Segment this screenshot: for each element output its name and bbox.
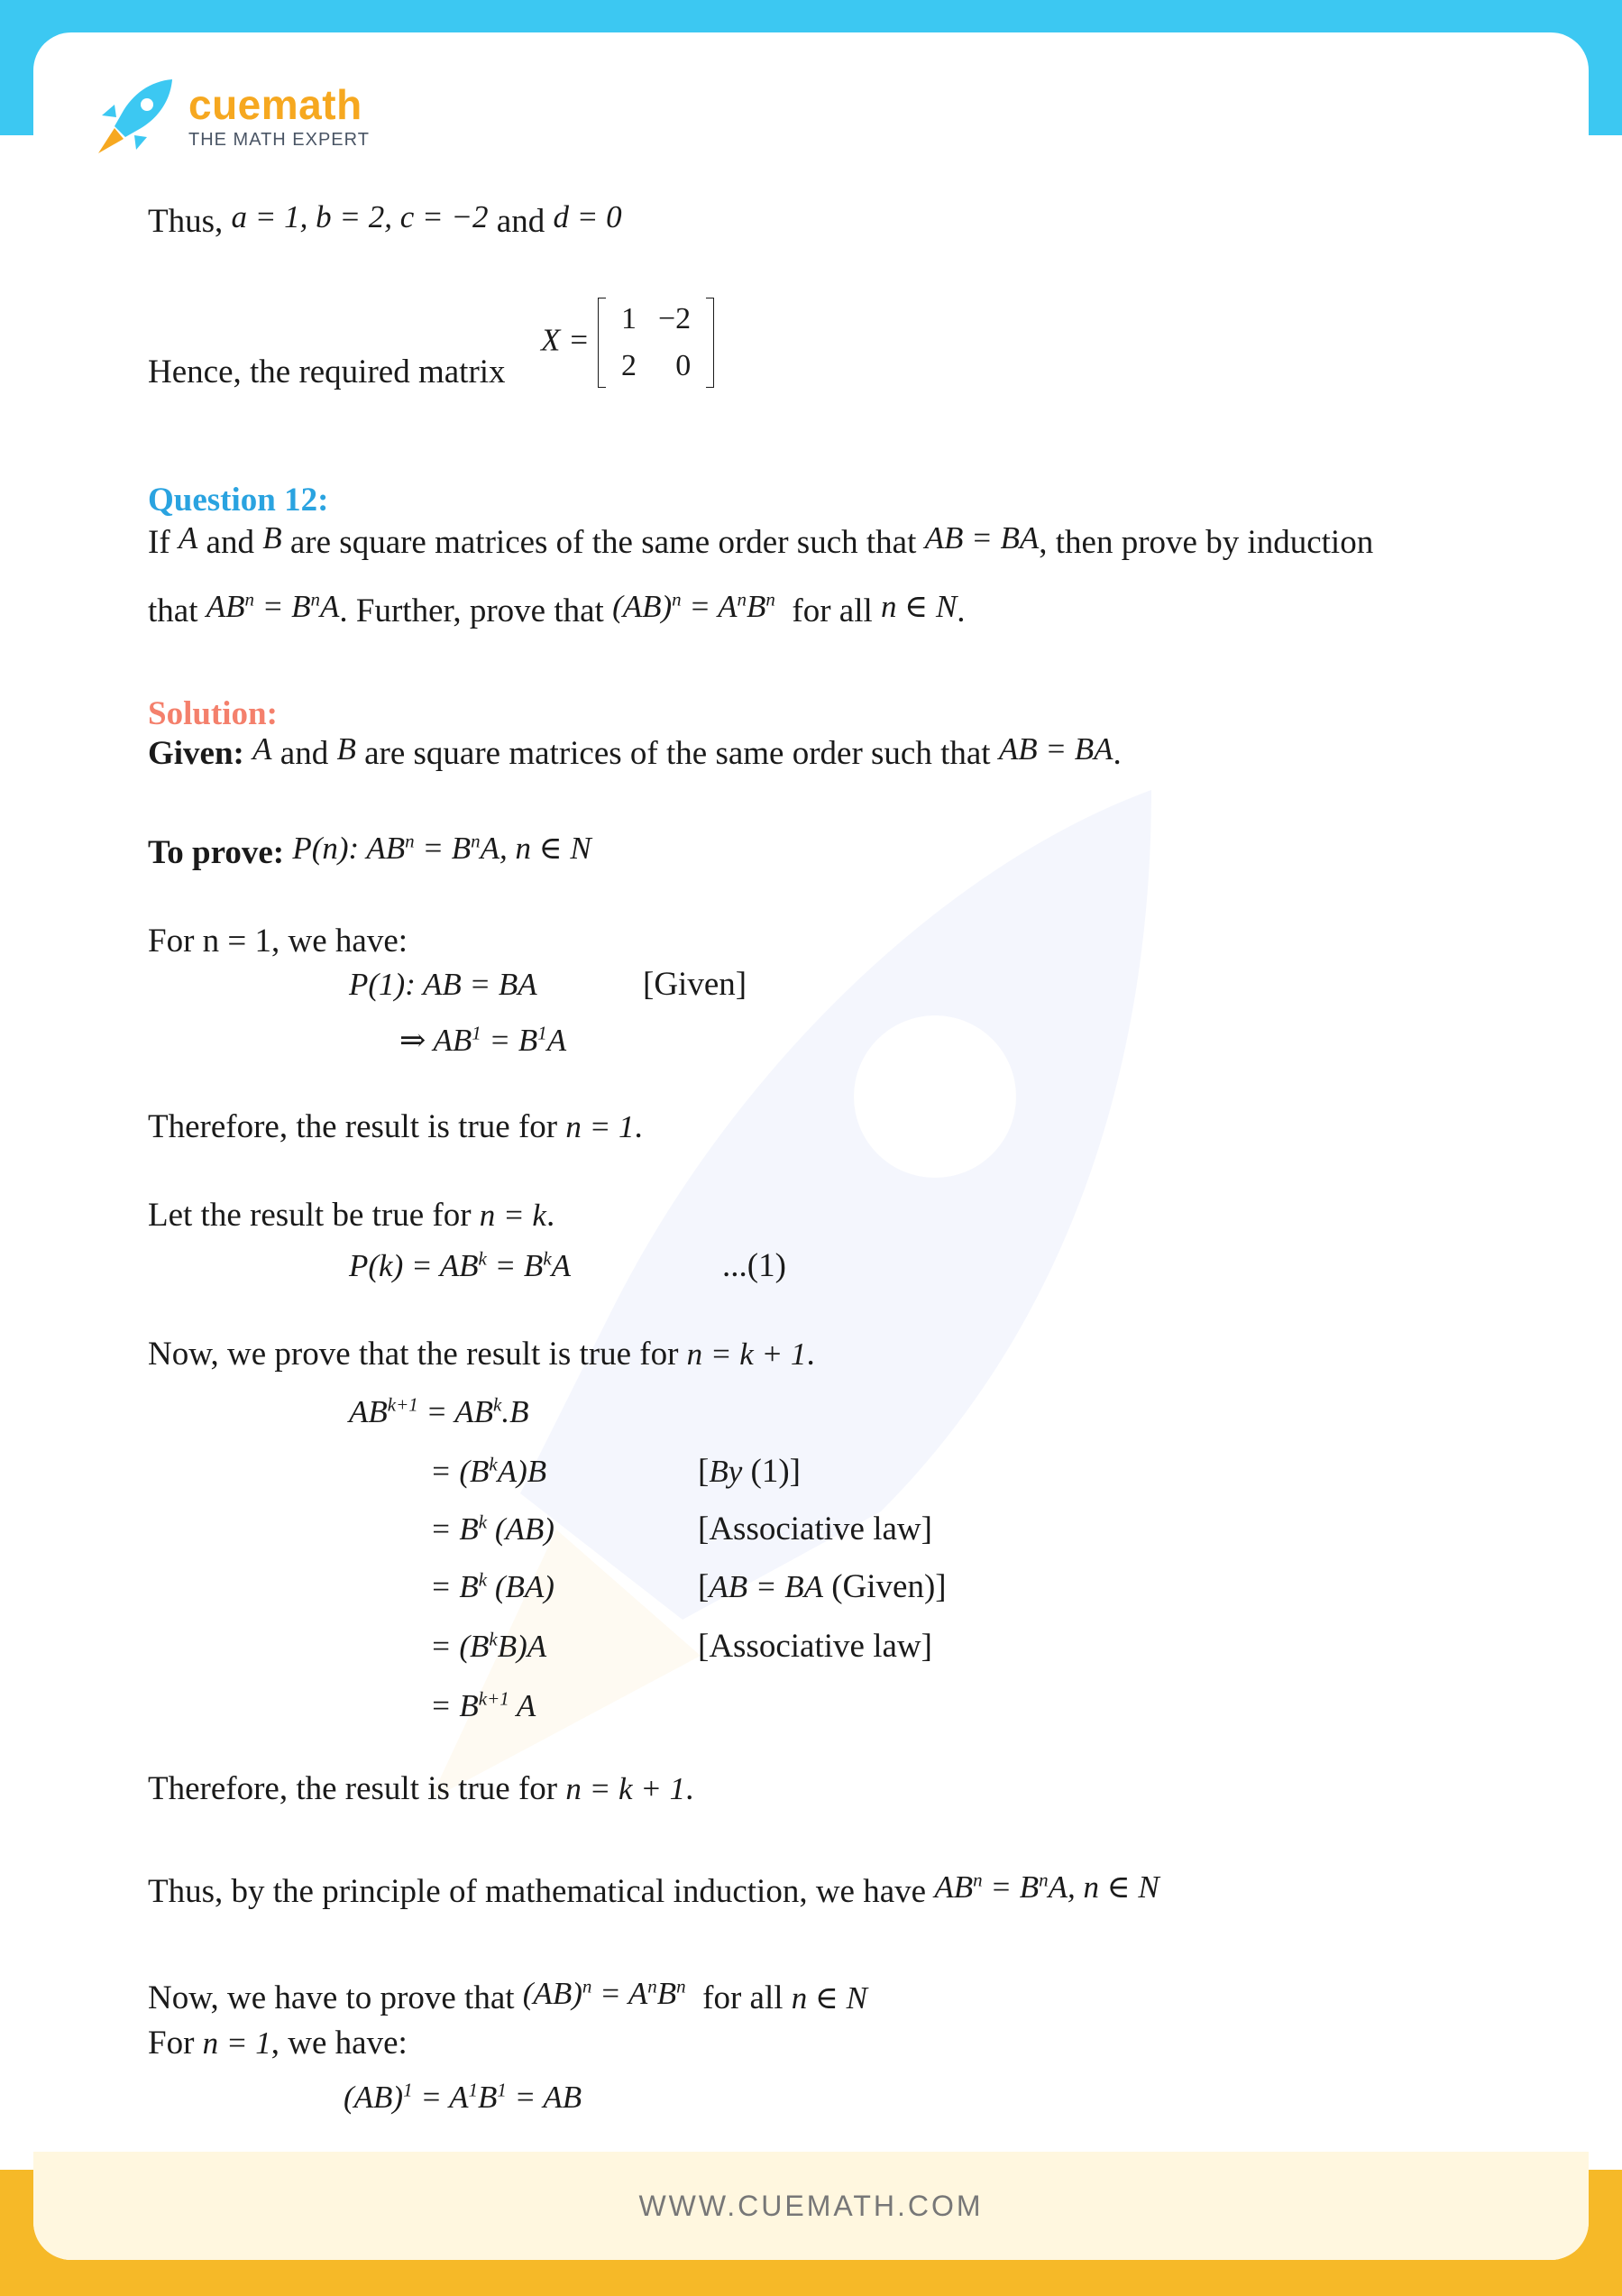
step-line-3: = $B^k$ (BA) (430, 1568, 554, 1604)
p1-equation: P(1): AB = BA (349, 967, 537, 1002)
brand-name: cuemath (188, 80, 362, 128)
hence-text: Hence, the required matrix (148, 354, 506, 390)
question-line-2: that $AB^n = B^nA$. Further, prove that $(AB)^n = A^nB^n$ for all n ∈ N. (148, 588, 966, 629)
question-line-1: If A and B are square matrices of the same order such that AB = BA, then prove by induction (148, 520, 1374, 561)
p1-implies: ⇒ $AB^1 = B^1A$ (399, 1022, 567, 1058)
therefore-n1-line: Therefore, the result is true for n = 1. (148, 1108, 643, 1145)
let-k-line: Let the result be true for n = k. (148, 1197, 555, 1234)
rocket-watermark-icon (412, 754, 1223, 1836)
question-title: Question 12: (148, 482, 329, 519)
step-tag-1: [By (1)] (698, 1453, 801, 1490)
step-line-4: = $(B^kB)A$ (430, 1628, 547, 1664)
induction-conclusion-line: Thus, by the principle of mathematical induction, we have $AB^n = B^nA$, n ∈ N (148, 1869, 1159, 1910)
step-tag-3: [AB = BA (Given)] (698, 1568, 947, 1605)
therefore-k1-line: Therefore, the result is true for n = k + 1. (148, 1770, 694, 1807)
for-n1-text: For n = 1, we have: (148, 923, 408, 960)
to-prove-line: To prove: P(n): $AB^n = B^nA$, n ∈ N (148, 830, 591, 871)
prove-second-line: Now, we have to prove that $(AB)^n = A^nB^n$ for all n ∈ N (148, 1975, 868, 2016)
matrix-x: 1 −2 2 0 (598, 296, 714, 390)
pk-equation: $P(k) = AB^k = B^kA$ (349, 1247, 572, 1283)
step-line-1: = $(B^kA)B$ (430, 1453, 547, 1489)
solution-title: Solution: (148, 695, 278, 732)
brand-tagline: THE MATH EXPERT (188, 129, 370, 150)
thus-values-line: Thus, a = 1, b = 2, c = −2 and d = 0 (148, 199, 622, 240)
step-tag-4: [Associative law] (698, 1628, 932, 1665)
step-line-5: = $B^{k+1}$ A (430, 1687, 536, 1723)
for-n1-second-line: For n = 1, we have: (148, 2025, 408, 2062)
document-page (33, 32, 1589, 2260)
given-tag: [Given] (643, 966, 747, 1003)
step-tag-2: [Associative law] (698, 1511, 932, 1548)
footer-url[interactable]: WWW.CUEMATH.COM (33, 2152, 1589, 2260)
step-line-2: = $B^k$ (AB) (430, 1511, 554, 1547)
now-prove-line: Now, we prove that the result is true for n = k + 1. (148, 1336, 815, 1373)
given-line: Given: A and B are square matrices of the same order such that AB = BA. (148, 731, 1122, 772)
cuemath-logo[interactable] (95, 76, 370, 157)
step-line-0: $AB^{k+1} = AB^k.B$ (349, 1393, 529, 1429)
equation-1-tag: ...(1) (722, 1247, 786, 1284)
result-matrix: X = 1 −2 2 0 (541, 296, 714, 390)
base-case-equation: $(AB)^1 = A^1B^1$ = AB (344, 2079, 582, 2115)
rocket-logo-icon (95, 76, 176, 157)
